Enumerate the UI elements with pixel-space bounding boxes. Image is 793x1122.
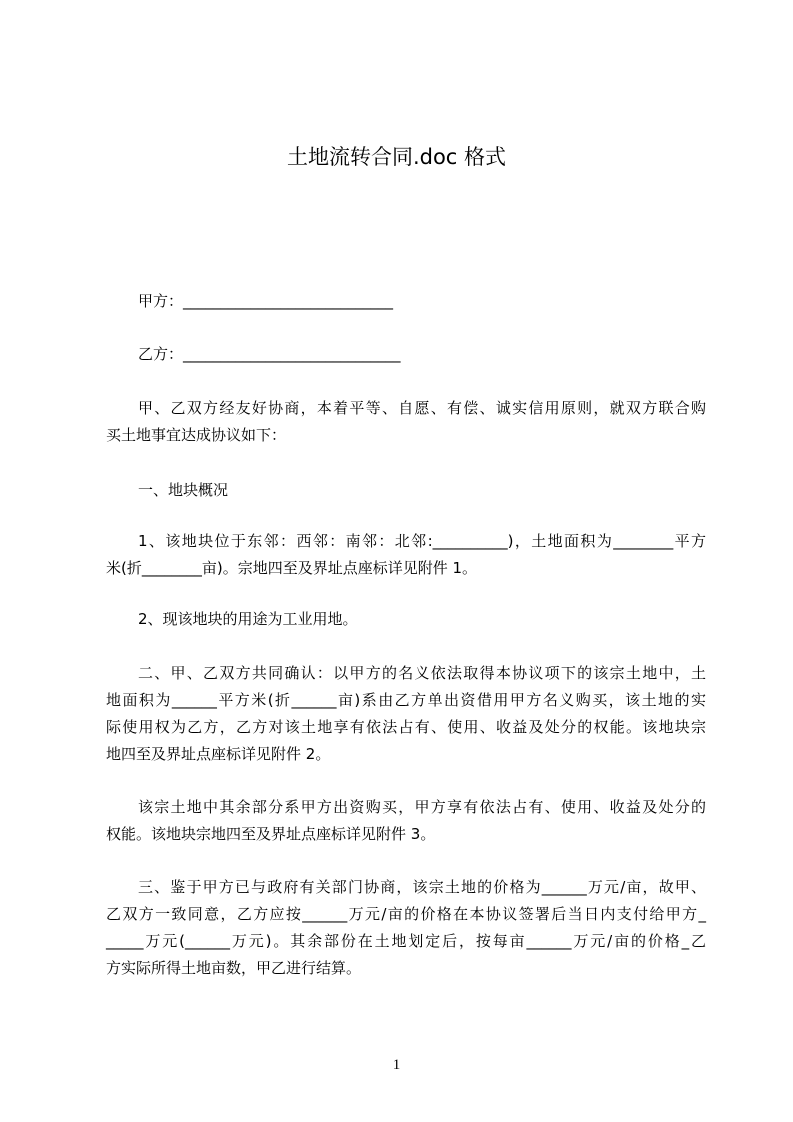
section-3-paragraph <box>106 874 706 982</box>
remainder-line: 权能。该地块宗地四至及界址点座标详见附件 3。 <box>106 825 436 843</box>
section-2-line: 地面积为______平方米(折______亩)系由乙方单出资借用甲方名义购买，该土地的实 <box>106 691 706 709</box>
section-3-line: 乙双方一致同意，乙方应按______万元/亩的价格在本协议签署后当日内支付给甲方_ <box>106 905 706 923</box>
document-title: 土地流转合同.doc 格式 <box>286 145 507 169</box>
party-b-line: 乙方：_____________________________ <box>138 345 401 363</box>
section-1-heading: 一、地块概况 <box>138 481 229 499</box>
intro-paragraph <box>106 395 706 449</box>
section-2-paragraph <box>106 660 706 768</box>
page-number: 1 <box>392 1057 401 1073</box>
item-1-line: 1、该地块位于东邻：西邻：南邻：北邻:__________)，土地面积为________平方 <box>138 532 706 550</box>
remainder-paragraph <box>106 794 706 848</box>
intro-line: 甲、乙双方经友好协商，本着平等、自愿、有偿、诚实信用原则，就双方联合购 <box>138 399 706 417</box>
section-2-line: 际使用权为乙方，乙方对该土地享有依法占有、使用、收益及处分的权能。该地块宗 <box>106 718 706 736</box>
item-1-line: 米(折________亩)。宗地四至及界址点座标详见附件 1。 <box>106 559 478 577</box>
section-2-line: 二、甲、乙双方共同确认：以甲方的名义依法取得本协议项下的该宗土地中，土 <box>138 664 706 682</box>
item-2-paragraph: 2、现该地块的用途为工业用地。 <box>138 610 358 628</box>
section-3-line: _____万元(______万元)。其余部份在土地划定后，按每亩______万元/亩的价格_乙 <box>106 932 706 950</box>
remainder-line: 该宗土地中其余部分系甲方出资购买，甲方享有依法占有、使用、收益及处分的 <box>138 798 706 816</box>
section-2-line: 地四至及界址点座标详见附件 2。 <box>106 745 331 763</box>
section-3-line: 三、鉴于甲方已与政府有关部门协商，该宗土地的价格为______万元/亩，故甲、 <box>138 878 706 896</box>
party-a-line: 甲方：____________________________ <box>138 292 394 310</box>
intro-line: 买土地事宜达成协议如下： <box>106 426 287 444</box>
section-3-line: 方实际所得土地亩数，甲乙进行结算。 <box>106 959 362 977</box>
item-1-paragraph <box>106 528 706 582</box>
